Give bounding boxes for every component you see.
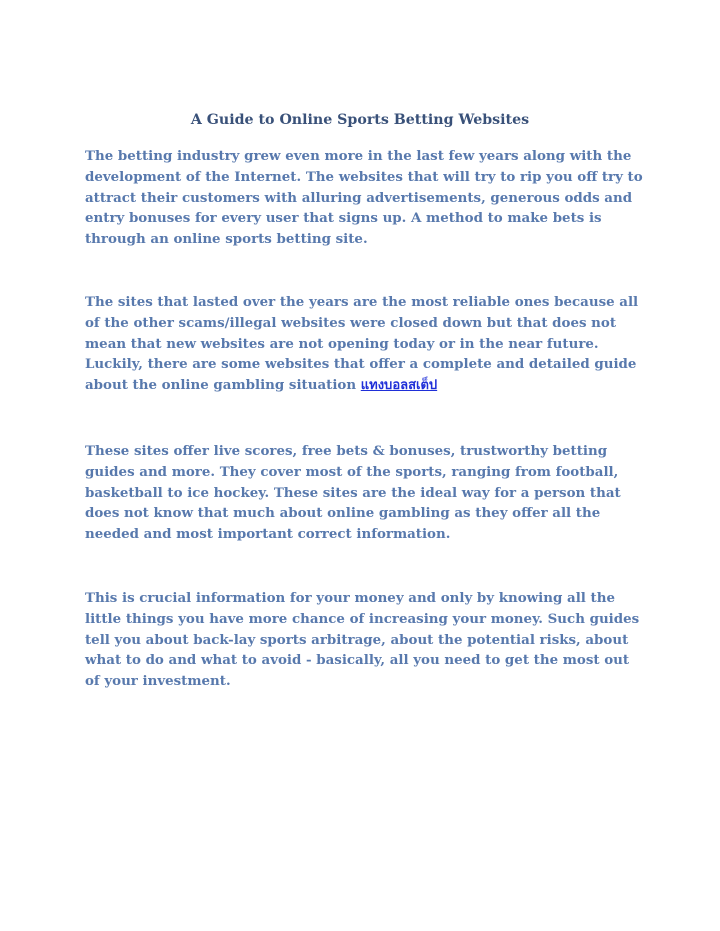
- paragraph-intro: The betting industry grew even more in the last few years along with the development of the Internet. The websites that will try to rip you off try to attract their customers with alluring advertisements, generous odds and entry bonuses for every user that signs up. A method to make bets is through an online sports betting site.: [85, 148, 643, 248]
- paragraph-site-features: These sites offer live scores, free bets & bonuses, trustworthy betting guides and more. They cover most of the sports, ranging from football, basketball to ice hockey. These sites are the ideal way for a person that does not know that much about online gambling as they offer all the needed and most important correct information.: [85, 443, 621, 543]
- paragraph-reliable-sites-text: The sites that lasted over the years are the most reliable ones because all of the other scams/illegal websites were closed down but that does not mean that new websites are not opening today or in the near future. Luckily, there are some websites that offer a complete and detailed guide about the online gambling situation: [85, 294, 639, 394]
- document-title: A Guide to Online Sports Betting Websites: [190, 112, 530, 128]
- paragraph-crucial-info: This is crucial information for your money and only by knowing all the little things you have more chance of increasing your money. Such guides tell you about back-lay sports arbitrage, about the potential risks, about what to do and what to avoid - basically, all you need to get the most out of your investment.: [85, 590, 640, 690]
- paragraph-reliable-sites: [85, 292, 645, 397]
- betting-link[interactable]: แทงบอลสเต็ป: [360, 378, 438, 394]
